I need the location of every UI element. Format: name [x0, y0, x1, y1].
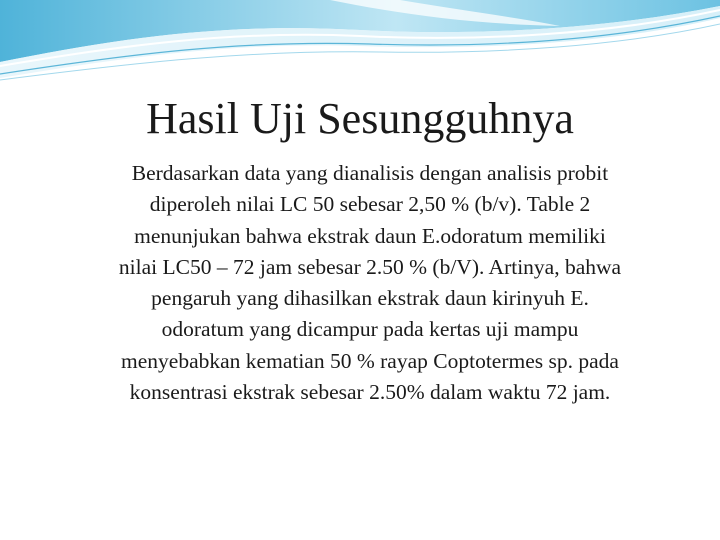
body-line: nilai LC50 – 72 jam sebesar 2.50 % (b/V). Artinya, bahwa: [118, 254, 622, 279]
header-wave-decoration: [0, 0, 720, 90]
body-line: menunjukan bahwa ekstrak daun E.odoratum memiliki: [134, 223, 606, 248]
body-paragraph: [60, 158, 680, 408]
slide-title: Hasil Uji Sesungguhnya: [146, 94, 574, 143]
body-line: Berdasarkan data yang dianalisis dengan analisis probit: [131, 161, 609, 185]
body-line: diperoleh nilai LC 50 sebesar 2,50 % (b/v). Table 2: [149, 192, 591, 217]
body-line: odoratum yang dicampur pada kertas uji mampu: [161, 317, 579, 342]
body-line: pengaruh yang dihasilkan ekstrak daun kirinyuh E.: [151, 286, 589, 311]
body-line: konsentrasi ekstrak sebesar 2.50% dalam waktu 72 jam.: [129, 380, 611, 405]
body-line: menyebabkan kematian 50 % rayap Coptotermes sp. pada: [121, 348, 619, 373]
